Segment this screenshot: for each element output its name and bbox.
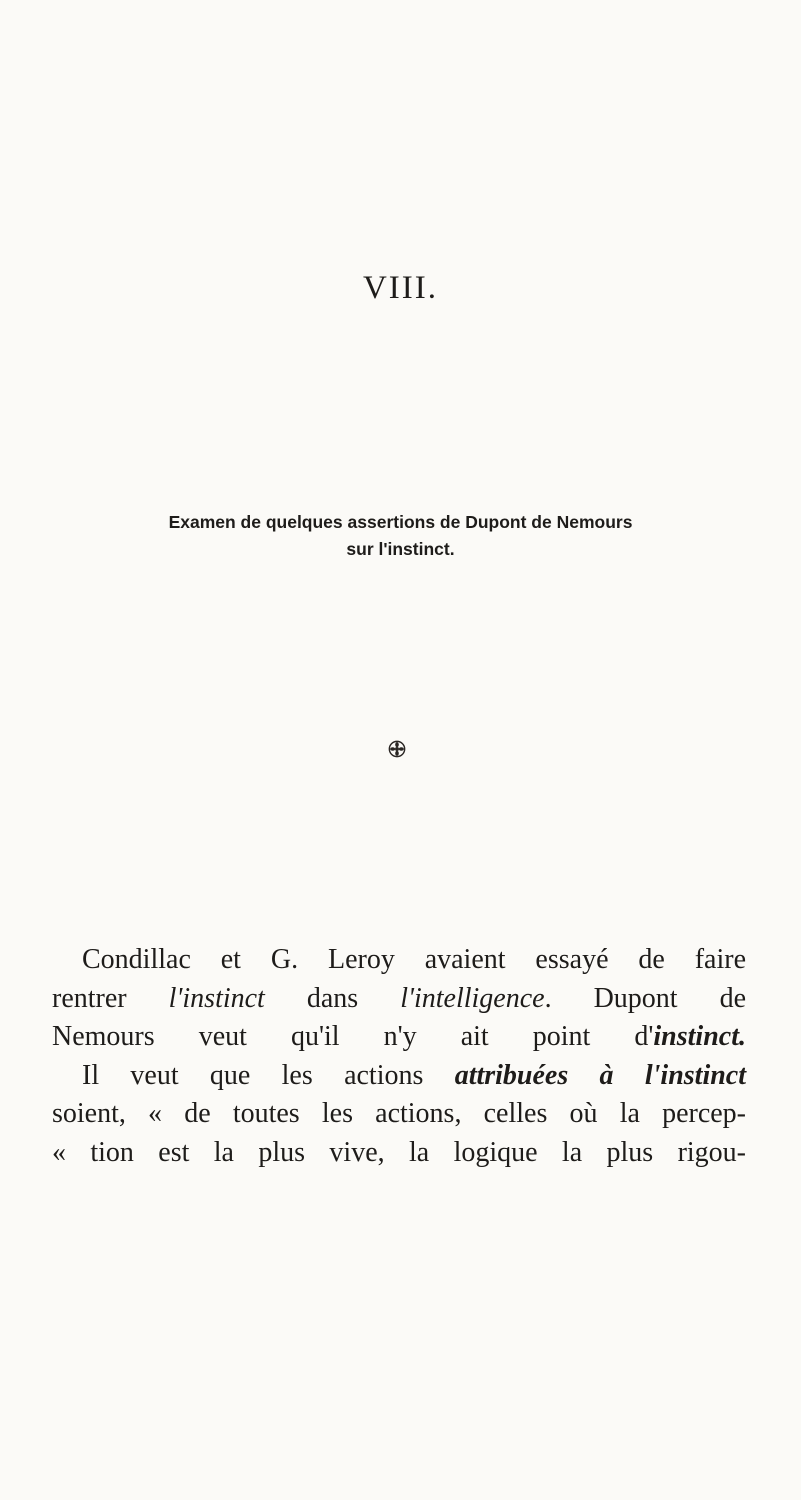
text-run: Il veut que les actions <box>82 1059 455 1091</box>
body-line-1: Condillac et G. Leroy avaient essayé de faire <box>82 944 746 975</box>
bold-italic-term-instinct: instinct. <box>653 1021 746 1052</box>
text-run: . Dupont de <box>544 982 747 1014</box>
flower-ornament-icon <box>388 740 406 758</box>
body-line-5: soient, « de toutes les actions, celles où la percep- <box>52 1098 746 1129</box>
chapter-number: VIII. <box>362 270 439 306</box>
chapter-title-line-1: Examen de quelques assertions de Dupont de Nemours <box>168 512 633 532</box>
body-line-6: « tion est la plus vive, la logique la plus rigou- <box>52 1136 746 1168</box>
body-line-4 <box>52 1057 746 1096</box>
text-run: dans <box>264 982 401 1014</box>
bold-italic-phrase: attribuées à l'instinct <box>454 1059 747 1091</box>
body-paragraph <box>52 941 746 1172</box>
italic-term-intelligence: l'intelligence <box>400 982 545 1014</box>
text-run: rentrer <box>52 982 169 1014</box>
text-run: d' <box>634 1021 654 1052</box>
text-run: Nemours veut qu'il n'y ait point <box>52 1021 635 1052</box>
body-line-2 <box>52 980 746 1019</box>
italic-term-instinct: l'instinct <box>168 982 265 1014</box>
chapter-title <box>40 509 761 563</box>
body-line-3 <box>52 1018 746 1057</box>
chapter-title-line-2: sur l'instinct. <box>346 539 455 559</box>
